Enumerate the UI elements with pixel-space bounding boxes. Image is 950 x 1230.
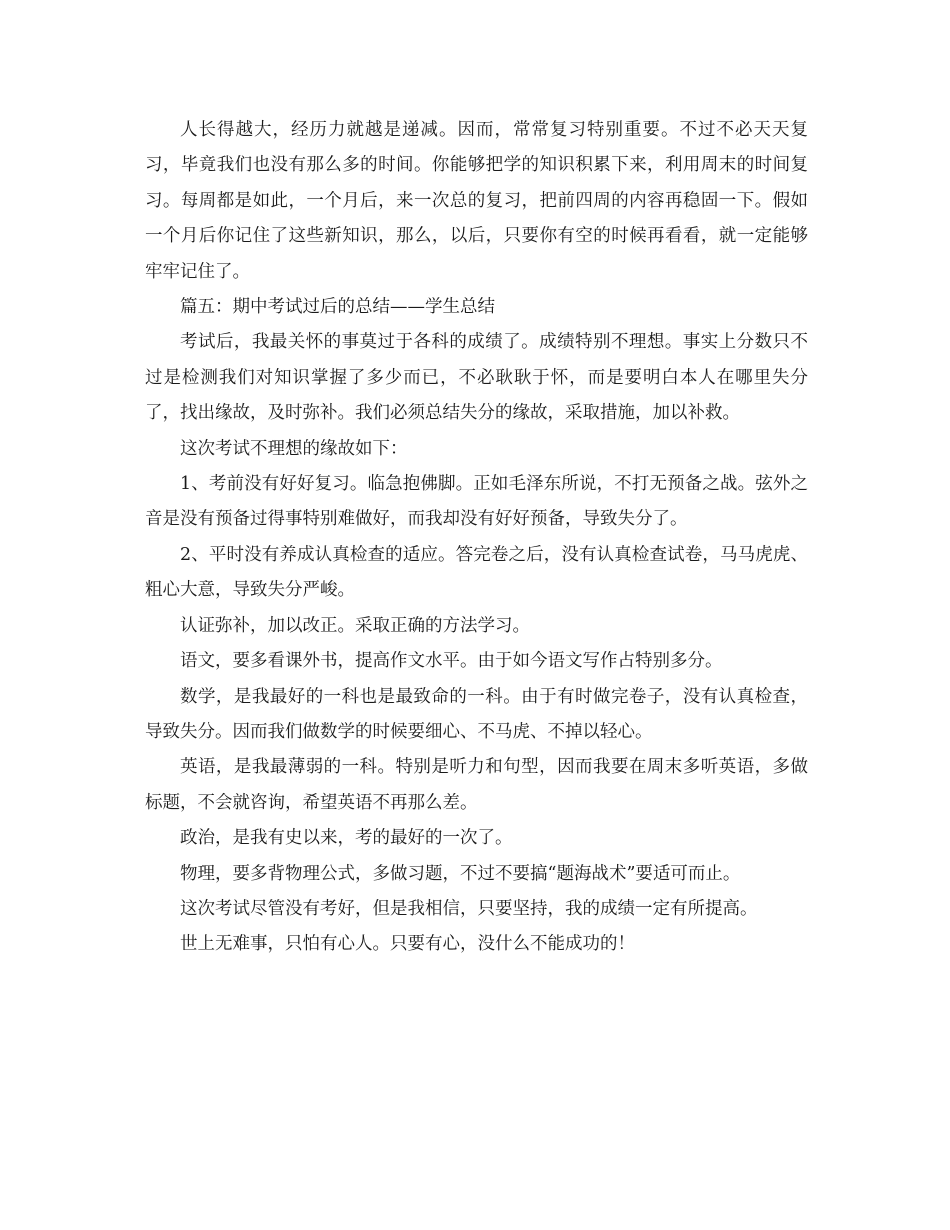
paragraph-english: 英语，是我最薄弱的一科。特别是听力和句型，因而我要在周末多听英语，多做标题，不会就咨询，希望英语不再那么差。 xyxy=(145,757,808,813)
paragraph-closing: 世上无难事，只怕有心人。只要有心，没什么不能成功的！ xyxy=(180,934,635,955)
paragraph-confidence: 这次考试尽管没有考好，但是我相信，只要坚持，我的成绩一定有所提高。 xyxy=(180,898,758,919)
paragraph-reason-2: 2、平时没有养成认真检查的适应。答完卷之后，没有认真检查试卷，马马虎虎、粗心大意，导致失分严峻。 xyxy=(145,544,808,601)
paragraph-physics: 物理，要多背物理公式，多做习题，不过不要搞“题海战术”要适可而止。 xyxy=(180,863,741,884)
paragraph-after-exam: 考试后，我最关怀的事莫过于各科的成绩了。成绩特别不理想。事实上分数只不过是检测我们对知识掌握了多少而已，不必耿耿于怀，而是要明白本人在哪里失分了，找出缘故，及时弥补。我们必须总结失分的缘故，采取措施，加以补救。 xyxy=(145,332,808,424)
paragraph-review-advice: 人长得越大，经历力就越是递减。因而，常常复习特别重要。不过不必天天复习，毕竟我们也没有那么多的时间。你能够把学的知识积累下来，利用周末的时间复习。每周都是如此，一个月后，来一次总的复习，把前四周的内容再稳固一下。假如一个月后你记住了这些新知识，那么，以后，只要你有空的时候再看看，就一定能够牢牢记住了。 xyxy=(145,120,808,282)
paragraph-chinese: 语文，要多看课外书，提高作文水平。由于如今语文写作占特别多分。 xyxy=(180,651,723,672)
paragraph-reasons-intro: 这次考试不理想的缘故如下： xyxy=(180,438,408,459)
paragraph-reason-1: 1、考前没有好好复习。临急抱佛脚。正如毛泽东所说，不打无预备之战。弦外之音是没有预备过得事特别难做好，而我却没有好好预备，导致失分了。 xyxy=(145,474,808,530)
paragraph-correction: 认证弥补，加以改正。采取正确的方法学习。 xyxy=(180,615,530,636)
section-heading: 篇五：期中考试过后的总结——学生总结 xyxy=(180,297,495,318)
paragraph-math: 数学，是我最好的一科也是最致命的一科。由于有时做完卷子，没有认真检查，导致失分。因而我们做数学的时候要细心、不马虎、不掉以轻心。 xyxy=(145,686,808,742)
paragraph-politics: 政治，是我有史以来，考的最好的一次了。 xyxy=(180,828,513,849)
document-page xyxy=(145,113,808,963)
